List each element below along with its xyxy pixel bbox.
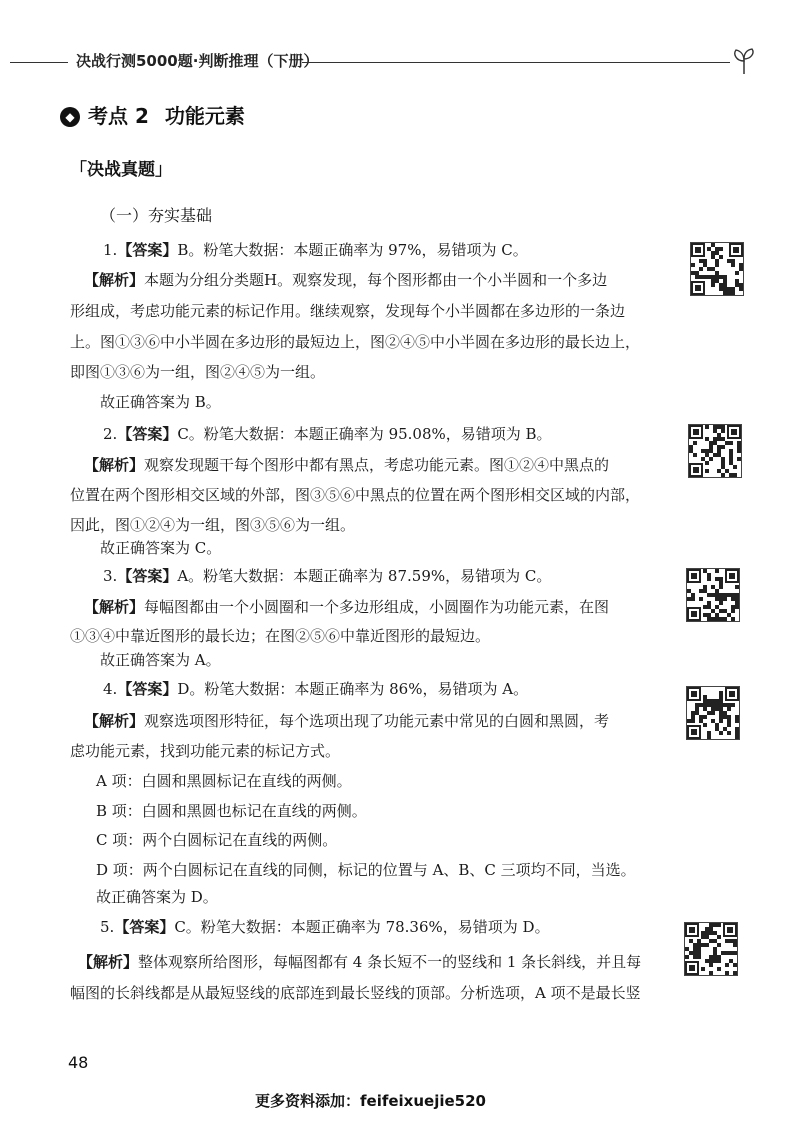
q3-conclusion: 故正确答案为 A。 bbox=[100, 651, 221, 669]
q1-analysis-line-2: 形组成，考虑功能元素的标记作用。继续观察，发现每个小半圆都在多边形的一条边 bbox=[70, 302, 626, 320]
section-heading bbox=[60, 100, 245, 129]
sprout-icon bbox=[730, 46, 758, 80]
q3-answer-tag: 【答案】 bbox=[117, 567, 178, 585]
section-title: 功能元素 bbox=[164, 104, 245, 128]
header-title: 决战行测5000题·判断推理（下册） bbox=[76, 52, 319, 70]
q2-analysis-tag: 【解析】 bbox=[84, 456, 145, 474]
q4-option-d: D 项：两个白圆标记在直线的同侧，标记的位置与 A、B、C 三项均不同，当选。 bbox=[96, 861, 636, 879]
q2-answer-line bbox=[103, 424, 552, 444]
q2-answer-text: C。粉笔大数据：本题正确率为 95.08%，易错项为 B。 bbox=[177, 425, 552, 443]
q5-analysis-text: 整体观察所给图形，每幅图都有 4 条长短不一的竖线和 1 条长斜线，并且每 bbox=[138, 953, 642, 971]
q4-analysis-line-2: 虑功能元素，找到功能元素的标记方式。 bbox=[70, 742, 341, 760]
q3-analysis-line-1 bbox=[84, 597, 609, 617]
q1-analysis-line-1 bbox=[84, 270, 607, 290]
q3-number: 3. bbox=[103, 567, 118, 585]
qr-code-icon[interactable] bbox=[686, 686, 740, 740]
q3-analysis-text: 每幅图都由一个小圆圈和一个多边形组成，小圆圈作为功能元素，在图 bbox=[144, 598, 610, 616]
q1-conclusion: 故正确答案为 B。 bbox=[100, 393, 221, 411]
q3-analysis-line-2: ①③④中靠近图形的最长边；在图②⑤⑥中靠近图形的最短边。 bbox=[70, 627, 491, 645]
q4-analysis-tag: 【解析】 bbox=[84, 712, 145, 730]
q5-analysis-line-1 bbox=[78, 952, 641, 972]
qr-code-icon[interactable] bbox=[688, 424, 742, 478]
q1-answer-text: B。粉笔大数据：本题正确率为 97%，易错项为 C。 bbox=[177, 241, 528, 259]
q1-analysis-line-4: 即图①③⑥为一组，图②④⑤为一组。 bbox=[70, 363, 326, 381]
qr-code-icon[interactable] bbox=[690, 242, 744, 296]
q2-answer-tag: 【答案】 bbox=[117, 425, 178, 443]
q4-conclusion: 故正确答案为 D。 bbox=[96, 888, 218, 906]
q4-option-c: C 项：两个白圆标记在直线的两侧。 bbox=[96, 831, 338, 849]
q4-analysis-text: 观察选项图形特征，每个选项出现了功能元素中常见的白圆和黑圆，考 bbox=[144, 712, 610, 730]
q1-analysis-line-3: 上。图①③⑥中小半圆在多边形的最短边上，图②④⑤中小半圆在多边形的最长边上， bbox=[70, 333, 641, 351]
q4-number: 4. bbox=[103, 680, 118, 698]
q2-analysis-text: 观察发现题干每个图形中都有黑点，考虑功能元素。图①②④中黑点的 bbox=[144, 456, 610, 474]
q4-answer-line bbox=[103, 679, 528, 699]
q1-analysis-tag: 【解析】 bbox=[84, 271, 145, 289]
section-number: 考点 2 bbox=[88, 104, 149, 128]
q2-conclusion: 故正确答案为 C。 bbox=[100, 539, 222, 557]
sub-sub-heading: （一）夯实基础 bbox=[100, 206, 213, 225]
qr-code-icon[interactable] bbox=[686, 568, 740, 622]
q4-analysis-line-1 bbox=[84, 711, 609, 731]
q4-answer-text: D。粉笔大数据：本题正确率为 86%，易错项为 A。 bbox=[177, 680, 529, 698]
q1-number: 1. bbox=[103, 241, 118, 259]
q5-answer-tag: 【答案】 bbox=[114, 918, 175, 936]
q3-answer-text: A。粉笔大数据：本题正确率为 87.59%，易错项为 C。 bbox=[177, 567, 552, 585]
q1-analysis-text: 本题为分组分类题H。观察发现，每个图形都由一个小半圆和一个多边 bbox=[144, 271, 608, 289]
q2-number: 2. bbox=[103, 425, 118, 443]
page-number: 48 bbox=[68, 1053, 89, 1072]
sub-heading: 「决战真题」 bbox=[70, 160, 172, 180]
q2-analysis-line-3: 因此，图①②④为一组，图③⑤⑥为一组。 bbox=[70, 516, 356, 534]
q5-answer-line bbox=[100, 917, 550, 937]
q3-answer-line bbox=[103, 566, 551, 586]
qr-code-icon[interactable] bbox=[684, 922, 738, 976]
q2-analysis-line-2: 位置在两个图形相交区域的外部，图③⑤⑥中黑点的位置在两个图形相交区域的内部， bbox=[70, 486, 641, 504]
q4-option-b: B 项：白圆和黑圆也标记在直线的两侧。 bbox=[96, 802, 367, 820]
running-header bbox=[10, 46, 750, 76]
q5-analysis-tag: 【解析】 bbox=[78, 953, 139, 971]
q5-analysis-line-2: 幅图的长斜线都是从最短竖线的底部连到最长竖线的顶部。分析选项，A 项不是最长竖 bbox=[70, 984, 641, 1002]
q4-answer-tag: 【答案】 bbox=[117, 680, 178, 698]
q3-analysis-tag: 【解析】 bbox=[84, 598, 145, 616]
q1-answer-line bbox=[103, 240, 528, 260]
q4-option-a: A 项：白圆和黑圆标记在直线的两侧。 bbox=[96, 772, 352, 790]
q5-answer-text: C。粉笔大数据：本题正确率为 78.36%，易错项为 D。 bbox=[174, 918, 550, 936]
q5-number: 5. bbox=[100, 918, 115, 936]
footer-note: 更多资料添加：feifeixuejie520 bbox=[255, 1092, 486, 1110]
header-rule-right bbox=[302, 62, 730, 63]
q1-answer-tag: 【答案】 bbox=[117, 241, 178, 259]
header-rule-left bbox=[10, 62, 68, 63]
q2-analysis-line-1 bbox=[84, 455, 609, 475]
section-badge-icon: ◆ bbox=[60, 107, 80, 127]
